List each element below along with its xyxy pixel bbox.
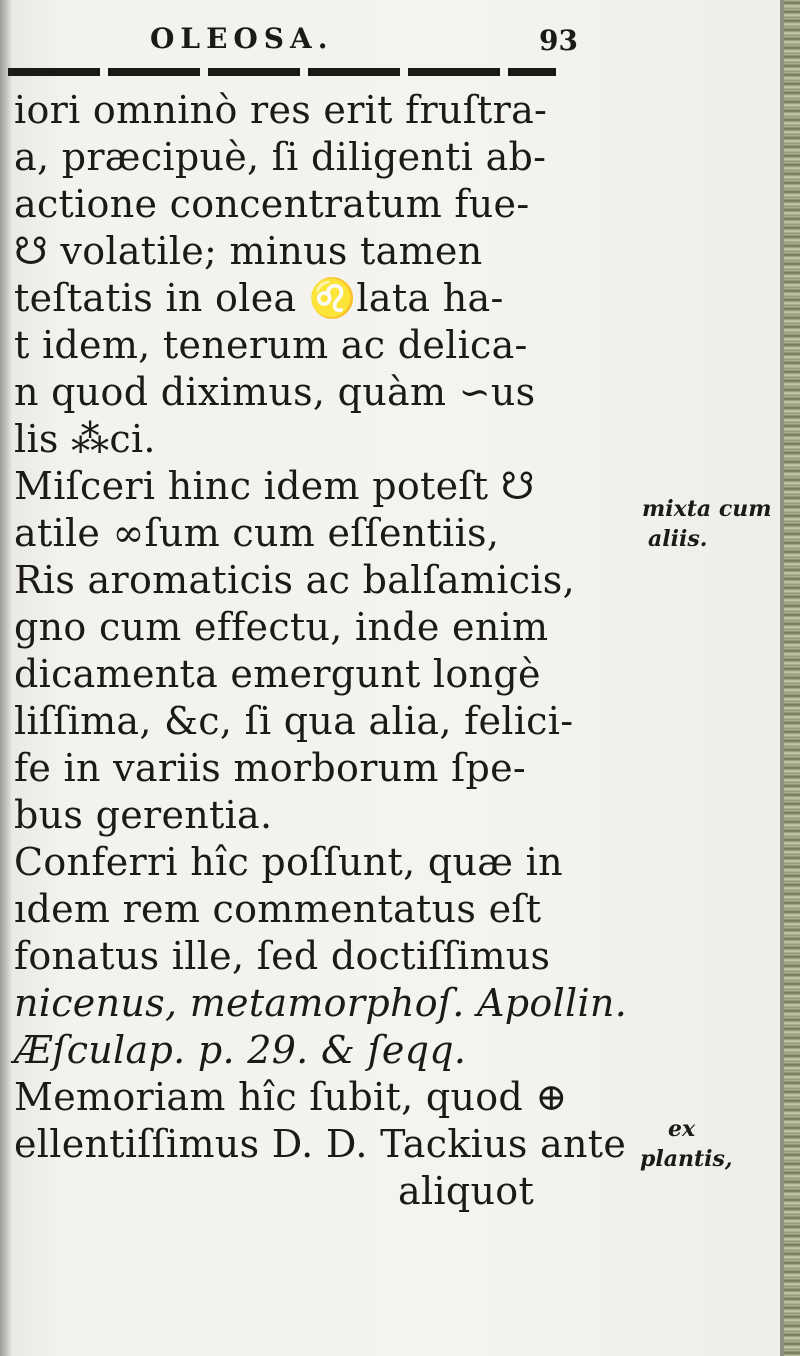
text-line: Ris aromaticis ac balſamicis, xyxy=(14,558,575,602)
margin-note: mixta cum xyxy=(642,496,772,522)
text-line: a, præcipuè, ſi diligenti ab- xyxy=(14,135,547,179)
catchword: aliquot xyxy=(398,1169,535,1213)
text-line: nicenus, metamorphoſ. Apollin. xyxy=(14,981,628,1025)
text-line: actione concentratum fue- xyxy=(14,182,530,226)
text-line: fe in variis morborum ſpe- xyxy=(14,746,527,790)
header-rule xyxy=(8,68,556,76)
text-line: t idem, tenerum ac delica- xyxy=(14,323,528,367)
text-line: ıdem rem commentatus eſt xyxy=(14,887,542,931)
text-line: dicamenta emergunt longè xyxy=(14,652,541,696)
text-line: liſſima, &c, ſi qua alia, felici- xyxy=(14,699,574,743)
text-line: Conferri hîc poſſunt, quæ in xyxy=(14,840,563,884)
text-line: ellentiſſimus D. D. Tackius ante xyxy=(14,1122,627,1166)
margin-note: aliis. xyxy=(648,526,708,552)
margin-note: plantis, xyxy=(640,1146,733,1172)
binding-gutter xyxy=(0,0,12,1356)
text-line: Miſceri hinc idem poteſt ☋ xyxy=(14,464,535,508)
text-line: lis ⁂ci. xyxy=(14,417,156,461)
adjacent-page-edge xyxy=(784,0,800,1356)
page-number: 93 xyxy=(539,24,578,57)
text-line: fonatus ille, ſed doctiſſimus xyxy=(14,934,551,978)
text-line: teſtatis in olea ♌lata ha- xyxy=(14,276,504,320)
text-line: ☋ volatile; minus tamen xyxy=(14,229,483,273)
text-line: n quod diximus, quàm ∽us xyxy=(14,370,536,414)
text-line: gno cum effectu, inde enim xyxy=(14,605,549,649)
page-header xyxy=(150,22,590,62)
text-line: bus gerentia. xyxy=(14,793,273,837)
text-line: Memoriam hîc ſubit, quod ⊕ xyxy=(14,1075,568,1119)
running-head: OLEOSA. xyxy=(150,22,334,55)
text-line: Æſculap. p. 29. & ſeqq. xyxy=(14,1028,467,1072)
text-line: atile ∞ſum cum eſſentiis, xyxy=(14,511,500,555)
margin-note: ex xyxy=(668,1116,696,1142)
text-line: iori omninò res erit fruſtra- xyxy=(14,88,548,132)
